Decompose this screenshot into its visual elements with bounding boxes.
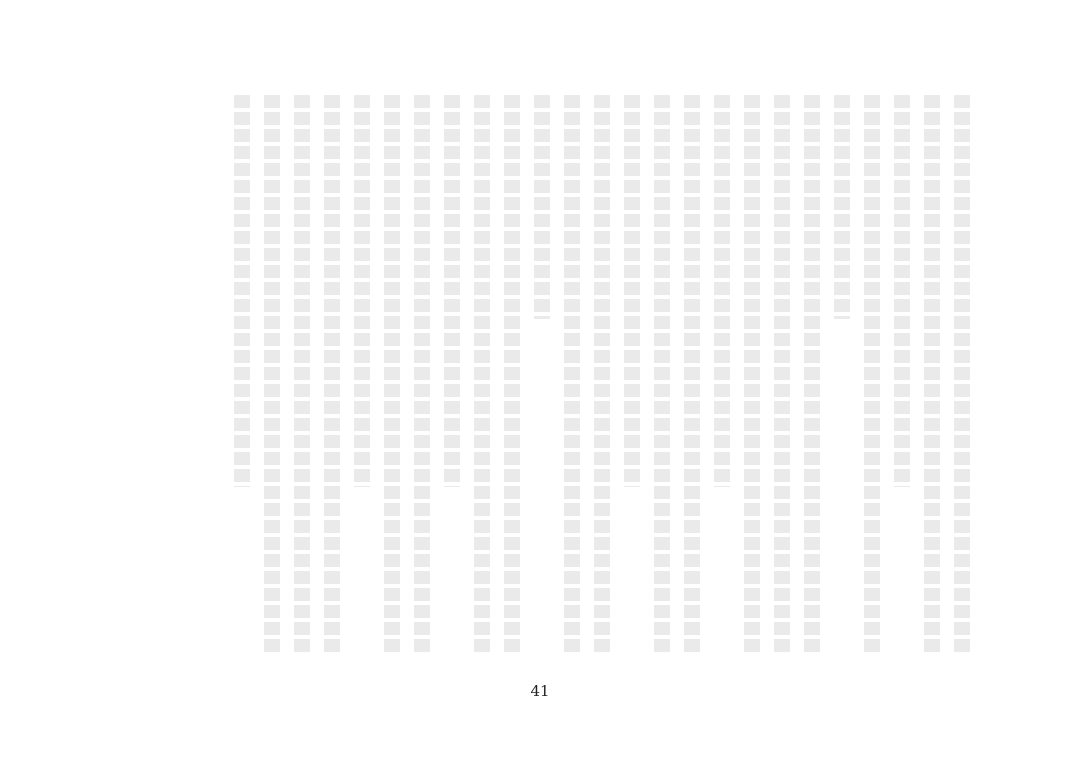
text-column [804,95,820,655]
text-column [474,95,490,655]
text-column [684,95,700,655]
text-column [624,95,640,487]
text-column [924,95,940,655]
text-column [354,95,370,487]
text-column [414,95,430,655]
text-column [654,95,670,655]
vertical-text-block [190,95,970,655]
text-column [534,95,550,319]
text-column [714,95,730,487]
text-column [834,95,850,319]
text-column [294,95,310,655]
text-column [744,95,760,655]
text-column [954,95,970,655]
text-column [894,95,910,487]
text-column [564,95,580,655]
text-column [444,95,460,487]
text-column [234,95,250,487]
page-number: 41 [530,682,550,700]
text-column [594,95,610,655]
text-column [264,95,280,655]
text-column [504,95,520,655]
text-column [324,95,340,655]
text-column [864,95,880,655]
text-column [774,95,790,655]
text-column [384,95,400,655]
